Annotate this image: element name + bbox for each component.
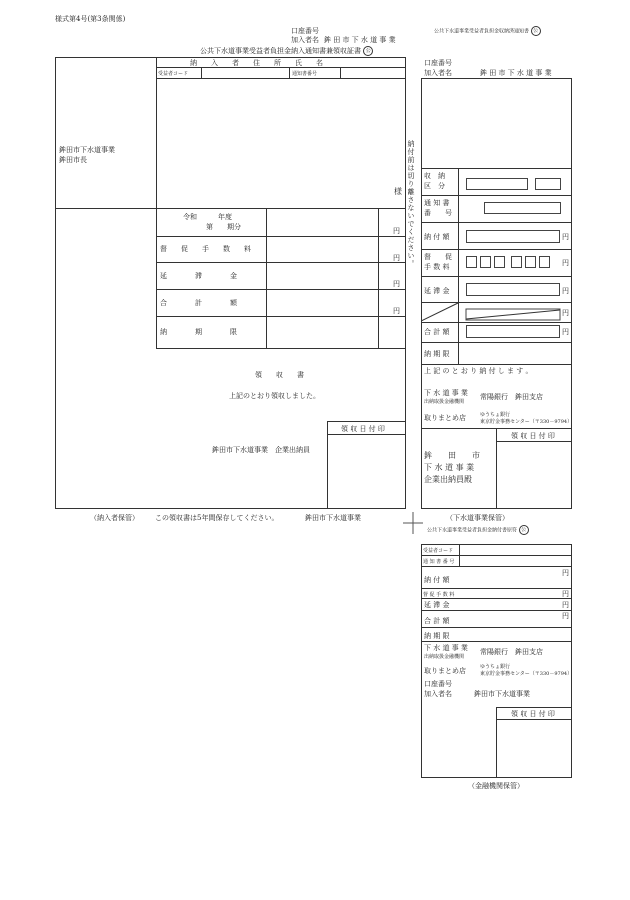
grid-top xyxy=(156,208,406,209)
mid-fee-digit5[interactable] xyxy=(525,256,536,268)
bottom-due-label: 納 期 限 xyxy=(424,632,450,640)
late-label: 延 滞 金 xyxy=(160,272,237,280)
receipt-left-split xyxy=(55,208,156,209)
mid-notice-label: 通 知 書 番 号 xyxy=(424,199,452,217)
stamp-header-line xyxy=(327,434,406,435)
receipt-left-divider xyxy=(156,57,157,349)
mid-yen-1: 円 xyxy=(562,233,569,241)
mid-fee-digit6[interactable] xyxy=(539,256,550,268)
mid-org-line2: 出納取扱金融機関 xyxy=(424,399,465,405)
mid-fee-digit2[interactable] xyxy=(480,256,491,268)
bottom-yen-2: 円 xyxy=(562,590,569,598)
stub-subscriber-label: 加入者名 xyxy=(291,36,319,44)
bottom-total-label: 合 計 額 xyxy=(424,617,450,625)
mid-row7 xyxy=(421,342,572,343)
bottom-yen-3: 円 xyxy=(562,601,569,609)
grid-right-divider xyxy=(378,208,379,349)
yen-3: 円 xyxy=(393,280,400,288)
mid-yen-4: 円 xyxy=(562,309,569,317)
mid-cashier1: 鉾 田 市 xyxy=(424,451,480,460)
bottom-payer-code-label: 受益者コード xyxy=(423,548,454,554)
mid-fee-digit4[interactable] xyxy=(511,256,522,268)
payer-header: 納 入 者 住 所 氏 名 xyxy=(190,59,323,67)
bottom-yen-4: 円 xyxy=(562,612,569,620)
bottom-org-line1: 下 水 道 事 業 xyxy=(424,644,468,652)
bottom-notice-label: 通 知 書 番 号 xyxy=(423,559,455,565)
stamp-top xyxy=(327,421,406,422)
bottom-agg-line2: 東京貯金事務センター（〒330－9794） xyxy=(480,671,573,677)
payer-code-divider1 xyxy=(201,68,202,79)
bottom-subscriber-name: 鉾田市下水道事業 xyxy=(474,690,530,698)
notice-no-label: 通知書番号 xyxy=(292,71,318,77)
issuer-line1: 鉾田市下水道事業 xyxy=(59,146,115,154)
bottom-subscriber-label: 加入者名 xyxy=(424,690,452,698)
footer-keep-note: この領収書は5年間保存してください。 xyxy=(155,514,279,522)
mid-row2 xyxy=(421,222,572,223)
mid-diagonal-row xyxy=(421,302,572,322)
year-label: 令和 年度 xyxy=(183,213,232,221)
grid-row3 xyxy=(156,289,406,290)
mid-category-box2[interactable] xyxy=(535,178,561,190)
yen-4: 円 xyxy=(393,307,400,315)
bottom-late-label: 延 滞 金 xyxy=(424,601,450,609)
bottom-stamp-label: 領 収 日 付 印 xyxy=(511,710,555,718)
bottom-stamp-left xyxy=(496,707,497,778)
bottom-row2 xyxy=(421,566,572,567)
fee-label: 督 促 手 数 料 xyxy=(160,245,251,253)
footer-keep-org: 鉾田市下水道事業 xyxy=(305,514,361,522)
bottom-row4 xyxy=(421,598,572,599)
grid-row4 xyxy=(156,316,406,317)
mid-fee-digit1[interactable] xyxy=(466,256,477,268)
payer-code-label: 受益者コード xyxy=(158,71,189,77)
bottom-row7 xyxy=(421,641,572,642)
mid-cashier2: 下 水 道 事 業 xyxy=(424,463,475,472)
mid-category-label: 収 納 区 分 xyxy=(424,172,445,190)
mid-row0 xyxy=(421,168,572,169)
mid-total-label: 合 計 額 xyxy=(424,328,450,336)
bottom-agg-line1: ゆうちょ銀行 xyxy=(480,664,511,670)
mid-col-divider xyxy=(458,168,459,365)
mid-cashier3: 企業出納員殿 xyxy=(424,475,472,484)
mid-paid-text: 上 記 の と お り 納 付 し ま す 。 xyxy=(424,367,533,375)
mid-due-label: 納 期 限 xyxy=(424,350,450,358)
stub-account-label: 口座番号 xyxy=(291,27,319,35)
bottom-keep: （金融機関保管） xyxy=(468,782,524,790)
sama-label: 様 xyxy=(394,187,402,196)
mid-late-label: 延 滞 金 xyxy=(424,287,450,295)
mid-amount-box[interactable] xyxy=(466,230,560,243)
footer-mid-keep: （下水道事業保管） xyxy=(446,514,509,522)
mid-fee-digit3[interactable] xyxy=(494,256,505,268)
receipt-frame xyxy=(55,57,406,509)
footer-left-keep: （納入者保管） xyxy=(90,514,139,522)
mid-row4 xyxy=(421,276,572,277)
bottom-bank: 常陽銀行 鉾田支店 xyxy=(480,648,543,656)
stamp-label: 領 収 日 付 印 xyxy=(341,425,385,433)
receipt-circle-mark: 公 xyxy=(363,46,373,56)
form-number: 様式第4号(第3条関係) xyxy=(55,15,126,23)
mid-fee-label: 督 促 手 数 料 xyxy=(424,253,452,271)
bottom-row5 xyxy=(421,610,572,611)
mid-category-box1[interactable] xyxy=(466,178,528,190)
mid-amount-label: 納 付 額 xyxy=(424,233,450,241)
vertical-note: 納付前は切り離さないでください。 xyxy=(407,140,415,268)
bottom-stamp-header-line xyxy=(496,719,572,720)
mid-total-box[interactable] xyxy=(466,325,560,338)
mid-yen-3: 円 xyxy=(562,287,569,295)
mid-row1 xyxy=(421,195,572,196)
mid-subscriber-label: 加入者名 xyxy=(424,69,452,77)
mid-org-line1: 下 水 道 事 業 xyxy=(424,389,468,397)
payer-code-divider2 xyxy=(289,68,290,79)
bottom-stamp-top xyxy=(496,707,572,708)
mid-bank: 常陽銀行 鉾田支店 xyxy=(480,393,543,401)
circle-mark: 公 xyxy=(531,26,541,36)
mid-agg-label: 取りまとめ店 xyxy=(424,414,466,422)
issuer-line2: 鉾田市長 xyxy=(59,156,87,164)
bottom-amount-label: 納 付 額 xyxy=(424,576,450,584)
bottom-org-line2: 出納取扱金融機関 xyxy=(424,654,465,660)
bottom-row3 xyxy=(421,588,572,589)
cut-cross-mark xyxy=(403,512,423,534)
cashier-label: 鉾田市下水道事業 企業出納員 xyxy=(212,446,310,454)
mid-yen-5: 円 xyxy=(562,328,569,336)
period-label: 第 期分 xyxy=(206,223,241,231)
ryoshu-title: 領 収 書 xyxy=(255,371,304,379)
bottom-account-label: 口座番号 xyxy=(424,680,452,688)
grid-row2 xyxy=(156,262,406,263)
total-label: 合 計 額 xyxy=(160,299,237,307)
bottom-agg-label: 取りまとめ店 xyxy=(424,667,466,675)
payer-code-divider3 xyxy=(340,68,341,79)
due-label: 納 期 限 xyxy=(160,328,237,336)
mid-stamp-label: 領 収 日 付 印 xyxy=(511,432,555,440)
payer-code-row xyxy=(156,68,406,79)
mid-yen-2: 円 xyxy=(562,259,569,267)
grid-bottom xyxy=(156,348,406,349)
mid-row3 xyxy=(421,249,572,250)
bottom-row6 xyxy=(421,627,572,628)
bottom-fee-label: 督 促 手 数 料 xyxy=(423,592,455,598)
mid-agg-line1: ゆうちょ銀行 xyxy=(480,412,511,418)
grid-row1 xyxy=(156,236,406,237)
mid-account-label: 口座番号 xyxy=(424,59,452,67)
mid-row6 xyxy=(421,322,572,323)
mid-agg-line2: 東京貯金事務センター（〒330－9794） xyxy=(480,419,573,425)
bottom-title: 公共下水道事業受益者負担金納付書原符 公 xyxy=(427,525,529,535)
ryoshu-text: 上記のとおり領収しました。 xyxy=(229,392,320,400)
mid-stamp-header-line xyxy=(496,441,572,442)
slip-title-right: 公共下水道事業受益者負担金収納済通知書 公 xyxy=(434,26,541,36)
receipt-title: 公共下水道事業受益者負担金納入通知書兼領収証書 公 xyxy=(200,46,373,56)
bottom-row1 xyxy=(421,555,572,556)
grid-mid-divider xyxy=(266,208,267,349)
mid-late-box[interactable] xyxy=(466,283,560,296)
bottom-circle-mark: 公 xyxy=(519,525,529,535)
yen-1: 円 xyxy=(393,227,400,235)
bottom-yen-1: 円 xyxy=(562,569,569,577)
mid-notice-box[interactable] xyxy=(484,202,561,214)
mid-subscriber-name: 鉾 田 市 下 水 道 事 業 xyxy=(480,69,552,77)
stub-subscriber-name: 鉾 田 市 下 水 道 事 業 xyxy=(324,36,396,44)
mid-row8 xyxy=(421,364,572,365)
yen-2: 円 xyxy=(393,254,400,262)
